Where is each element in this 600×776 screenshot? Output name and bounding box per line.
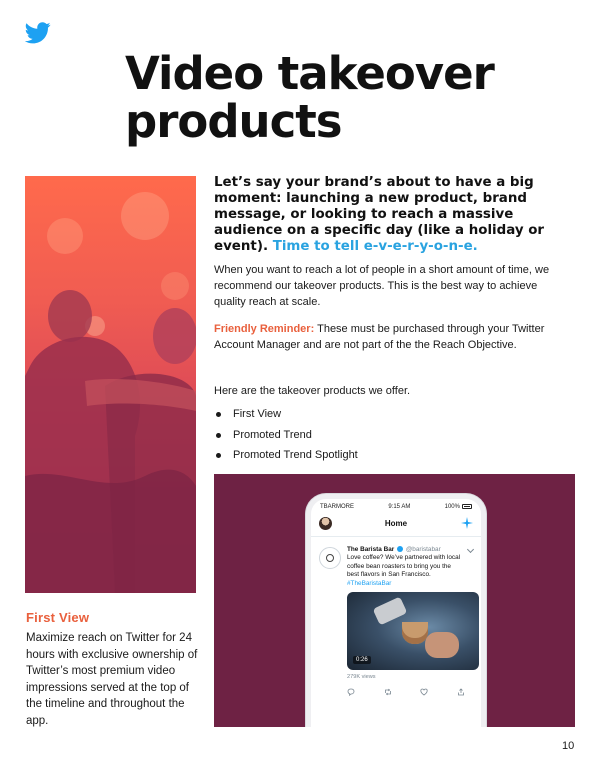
reminder-text: These must be purchased through your Twitter Account Manager and are not part of the the Reach Objective. (214, 323, 545, 351)
hand-graphic (425, 632, 459, 658)
phone-mockup (306, 494, 486, 727)
bullet-icon (216, 412, 221, 417)
concert-crowd-photo (25, 176, 196, 593)
page-title: Video takeover products (125, 47, 494, 148)
promoted-tweet[interactable] (311, 537, 481, 696)
intro-paragraph: When you want to reach a lot of people in a short amount of time, we recommend our takeover products. This is the best way to achieve quality reach at scale. (214, 264, 550, 308)
products-intro: Here are the takeover products we offer. (214, 385, 411, 397)
barista-bar-avatar[interactable] (319, 547, 341, 569)
tweet-actions (347, 688, 465, 696)
twitter-bird-icon (25, 22, 51, 44)
first-view-description: Maximize reach on Twitter for 24 hours with exclusive ownership of Twitter’s most premium video impressions served at the top of the timeline and throughout the app. (26, 632, 198, 727)
reminder-paragraph (214, 321, 554, 353)
clock-label: 9:15 AM (388, 504, 411, 510)
verified-icon (397, 546, 403, 552)
list-item: Promoted Trend (214, 427, 358, 448)
bullet-icon (216, 453, 221, 458)
home-title: Home (384, 519, 408, 528)
battery-status: 100% (445, 504, 472, 510)
video-duration: 0:26 (353, 656, 371, 664)
first-view-heading: First View (26, 610, 90, 625)
carrier-label: TBARMORE (320, 504, 355, 510)
share-icon[interactable] (457, 688, 465, 696)
bullet-icon (216, 433, 221, 438)
page-number: 10 (562, 740, 575, 752)
coffee-cup-graphic (402, 622, 428, 644)
lead-accent: Time to tell e-v-e-r-y-o-n-e. (272, 239, 478, 254)
tweet-hashtag[interactable]: #TheBaristaBar (347, 579, 392, 587)
reply-icon[interactable] (347, 688, 355, 696)
lead-text: Let’s say your brand’s about to have a big moment: launching a new product, brand message, or looking to reach a massive audience on a specific day (like a holiday or event). (214, 175, 545, 254)
retweet-icon[interactable] (384, 688, 392, 696)
view-count: 279K views (347, 674, 376, 681)
lead-paragraph (214, 175, 584, 255)
list-item: Promoted Trend Spotlight (214, 447, 358, 468)
like-icon[interactable] (420, 688, 428, 696)
profile-avatar[interactable] (319, 517, 332, 530)
takeover-products-list (214, 406, 358, 468)
tweet-author-name[interactable]: The Barista Bar (347, 546, 395, 553)
sparkle-icon[interactable] (461, 517, 473, 529)
phone-mockup-panel (214, 474, 575, 727)
tweet-handle[interactable]: @baristabar (405, 546, 441, 553)
tweet-header (347, 545, 473, 554)
battery-icon (462, 504, 472, 509)
tweet-video[interactable] (347, 592, 479, 670)
crowd-silhouette-graphic (25, 176, 196, 593)
list-item: First View (214, 406, 358, 427)
reminder-label: Friendly Reminder: (214, 323, 315, 335)
app-header (311, 511, 481, 537)
phone-status-bar (311, 499, 481, 511)
tweet-text: Love coffee? We’ve partnered with local coffee bean roasters to bring you the best flavors in San Francisco. (347, 554, 461, 579)
